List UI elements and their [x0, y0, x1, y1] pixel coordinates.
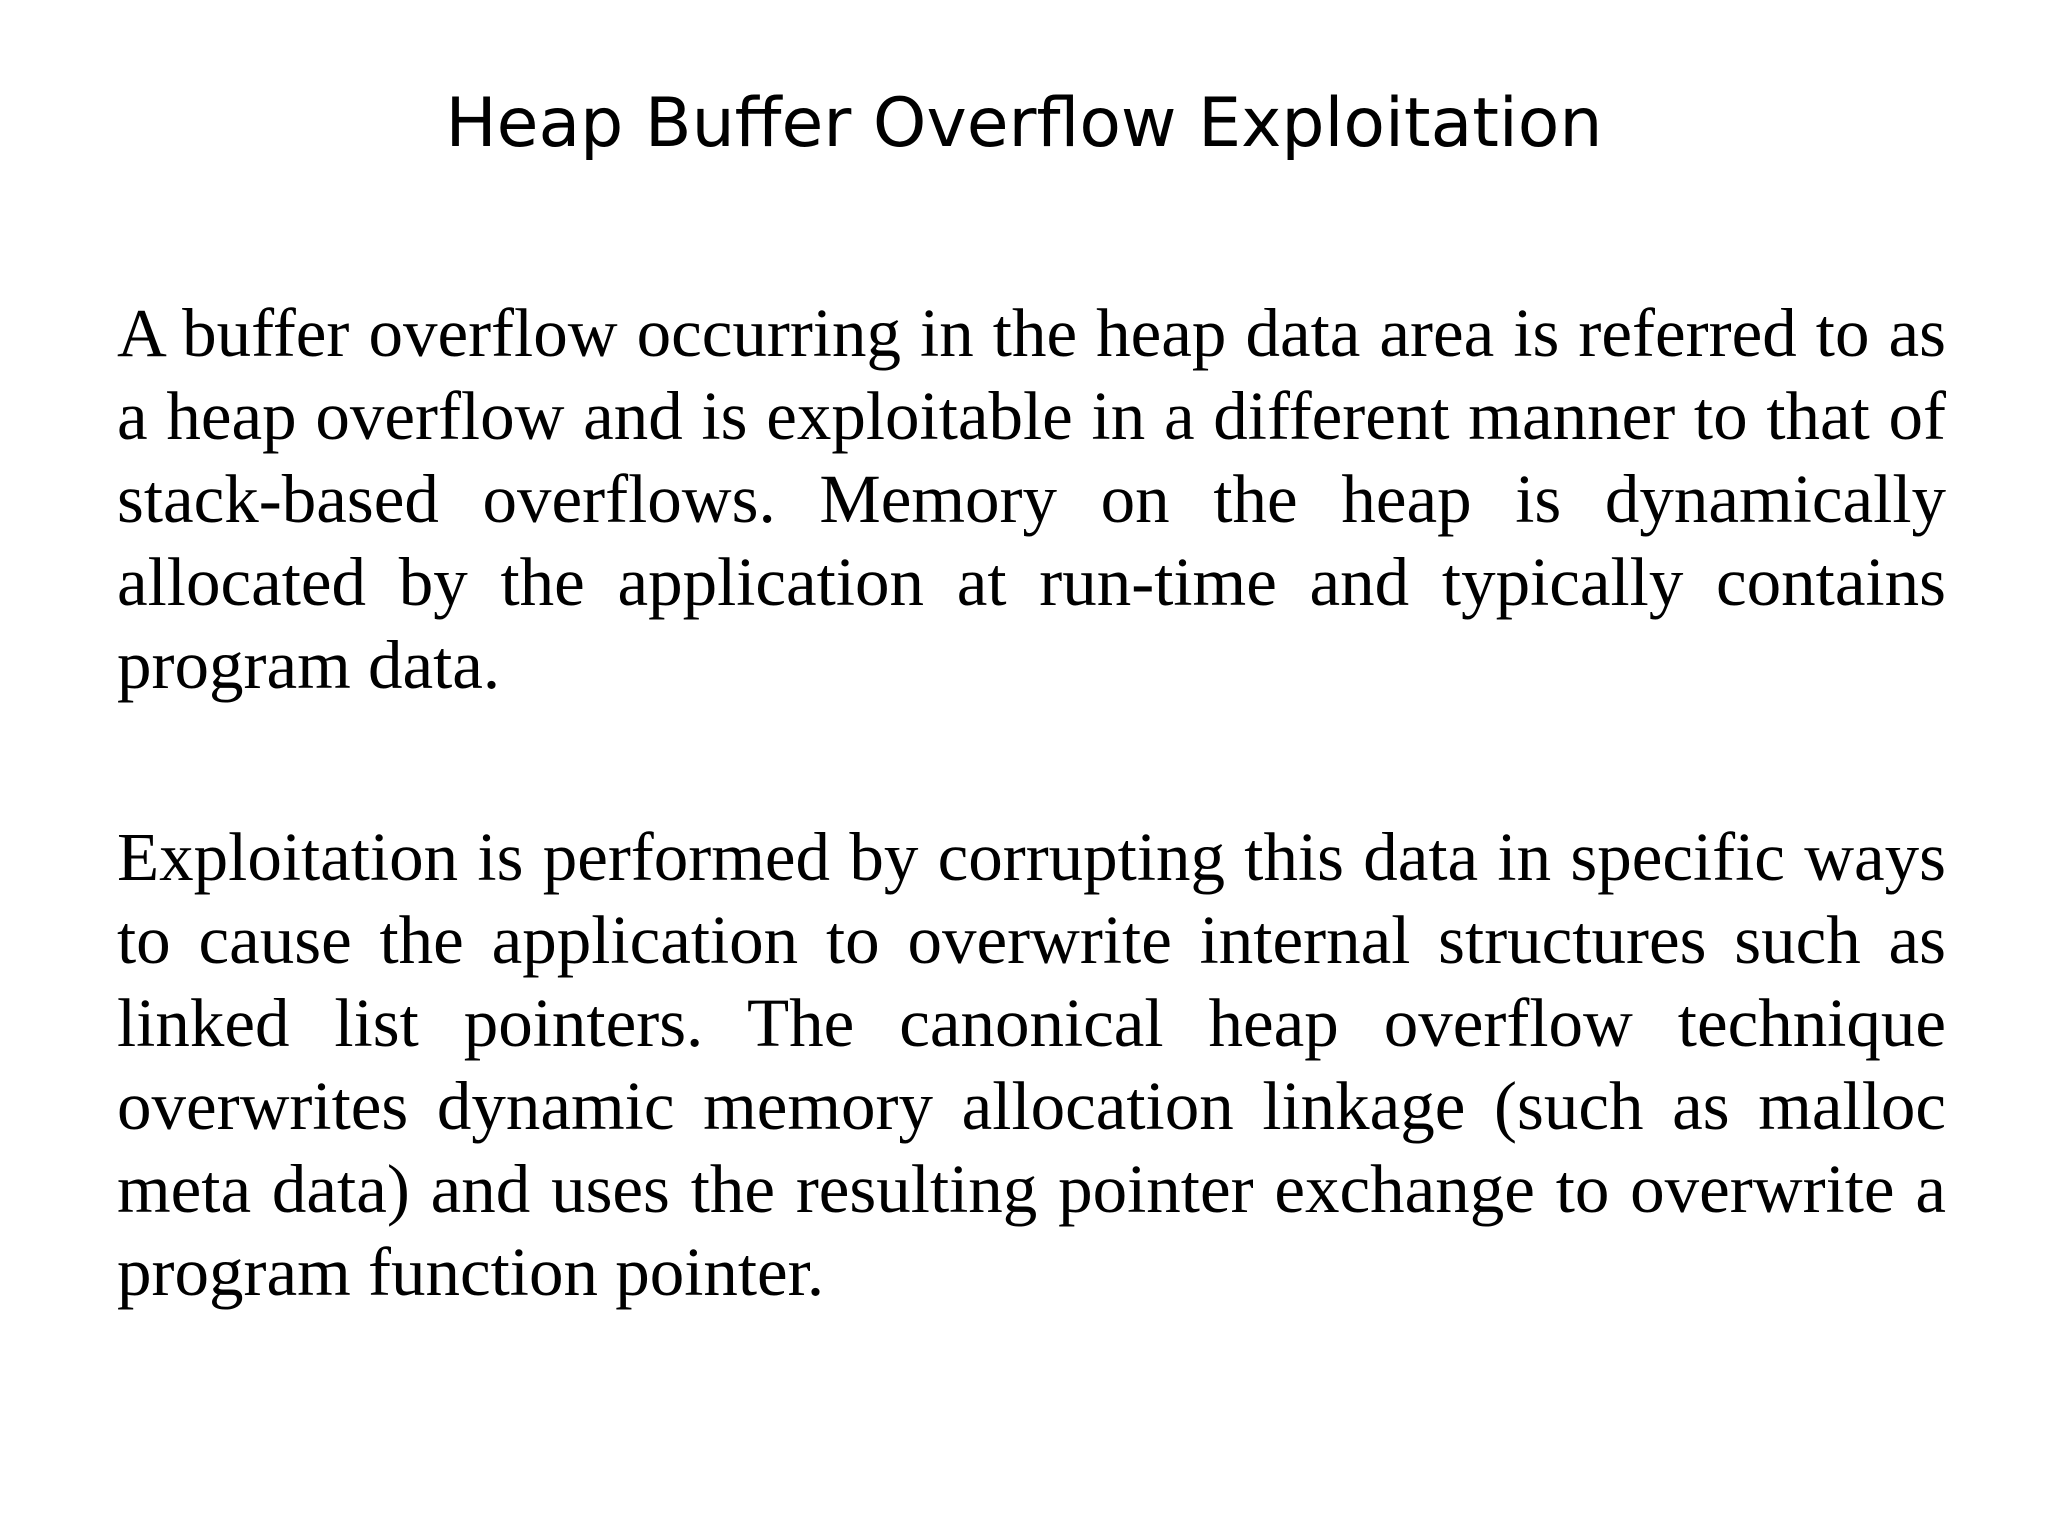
- paragraph-heap-overflow-definition: A buffer overflow occurring in the heap data area is referred to as a heap overflow and is exploitable in a different manner to that of stack-based overflows. Memory on the heap is dynamically allocated by the application at run-time and typically contains program data.: [117, 295, 1946, 703]
- paragraph-exploitation-technique: Exploitation is performed by corrupting this data in specific ways to cause the application to overwrite internal structures such as linked list pointers. The canonical heap overflow technique overwrites dynamic memory allocation linkage (such as malloc meta data) and uses the resulting pointer exchange to overwrite a program function pointer.: [117, 819, 1946, 1310]
- slide-body: [117, 292, 1946, 1314]
- slide-title: Heap Buffer Overflow Exploitation: [445, 84, 1603, 163]
